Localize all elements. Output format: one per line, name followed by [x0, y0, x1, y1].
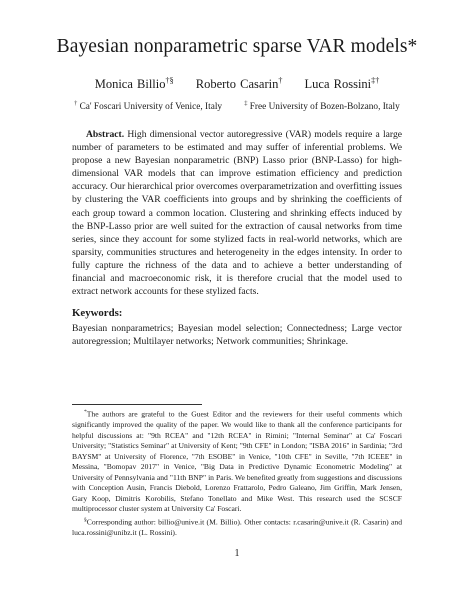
abstract-body: High dimensional vector autoregressive (VAR) models require a large number of parameters to be estimated and may suffer of inferential problems. We propose a new Bayesian nonparametric (BNP) Lasso prior (BNP-Lasso) for high-dimensional VAR models that can improve estimation efficiency and prediction accuracy. Our hierarchical prior overcomes overparametrization and overfitting issues by clustering the VAR coefficients into groups and by shrinking the coefficients of each group toward a common location. Clustering and shrinking effects induced by the BNP-Lasso prior are well suited for the extraction of causal networks from time series, since they account for some stylized facts in real-world networks, which are sparsity, communities structures and heterogeneity in the edges intensity. In order to fully capture the richness of the data and to achieve a better understanding of financial and macroeconomic risk, it is therefore crucial that the model used to extract network accounts for these stylized facts. [72, 129, 402, 298]
author-name: Roberto Casarin [195, 77, 279, 92]
author-mark: †§ [165, 76, 174, 85]
footnote-1 [72, 407, 402, 515]
author-name: Luca Rossini [304, 77, 372, 92]
affiliation-list [0, 101, 474, 112]
author-2 [196, 77, 283, 91]
footnote-2 [72, 515, 402, 539]
author-name: Monica Billio [94, 77, 166, 92]
affiliation-1 [74, 102, 222, 112]
footnote-text: Corresponding author: billio@unive.it (M. Billio). Other contacts: r.casarin@unive.it (R. Casarin) and luca.rossini@unibz.it (L. Rossini). [72, 517, 402, 537]
author-list [0, 76, 474, 92]
affiliation-mark: ‡ [244, 101, 248, 107]
footnote-mark: * [84, 409, 87, 415]
affiliation-2 [244, 102, 399, 112]
abstract [72, 128, 402, 298]
footnote-mark: § [84, 516, 87, 523]
abstract-heading: Abstract. [86, 129, 125, 140]
page-number: 1 [234, 548, 240, 559]
author-1 [95, 77, 174, 91]
keywords-body: Bayesian nonparametrics; Bayesian model selection; Connectedness; Large vector autoregression; Multilayer networks; Network communities; Shrinkage. [72, 323, 402, 348]
footnotes [72, 407, 402, 538]
affiliation-text: Ca' Foscari University of Venice, Italy [79, 102, 223, 113]
affiliation-text: Free University of Bozen-Bolzano, Italy [249, 102, 400, 113]
author-mark: † [278, 76, 283, 85]
affiliation-mark: † [74, 101, 78, 107]
author-mark: ‡† [371, 76, 380, 85]
keywords-heading: Keywords: [72, 307, 123, 319]
paper-title [0, 36, 474, 58]
footnote-text: The authors are grateful to the Guest Editor and the reviewers for their useful comments which significantly improved the quality of the paper. We would like to thank all the conference participants for helpful discussions at: "9th RCEA" and "12th RCEA" in Rimini; "Internal Seminar" at Ca' Foscari University; "Statistics Seminar" at University of Kent; "9th CFE" in London; "ISBA 2016" in Sardinia; "3rd BAYSM" at University of Florence, "7th ESOBE" in Venice, "10th CFE" in Seville, "7th ICEEE" in Messina, "Bomopav 2017" in Venice, "Big Data in Predictive Dynamic Econometric Modeling" at University of Pennsylvania and "11th BNP" in Paris. We benefited greatly from suggestions and discussions with Conception Ausin, Francis Diebold, Lorenzo Frattarolo, Pedro Galeano, Jim Griffin, Mark Jensen, Gary Koop, Dimitris Korobilis, Stefano Tonellato and Mike West. This research used the SCSCF multiprocessor cluster system at University Ca' Foscari. [72, 409, 402, 514]
footnote-rule [72, 404, 202, 405]
title-text: Bayesian nonparametric sparse VAR models* [56, 36, 418, 57]
author-3 [305, 77, 380, 91]
